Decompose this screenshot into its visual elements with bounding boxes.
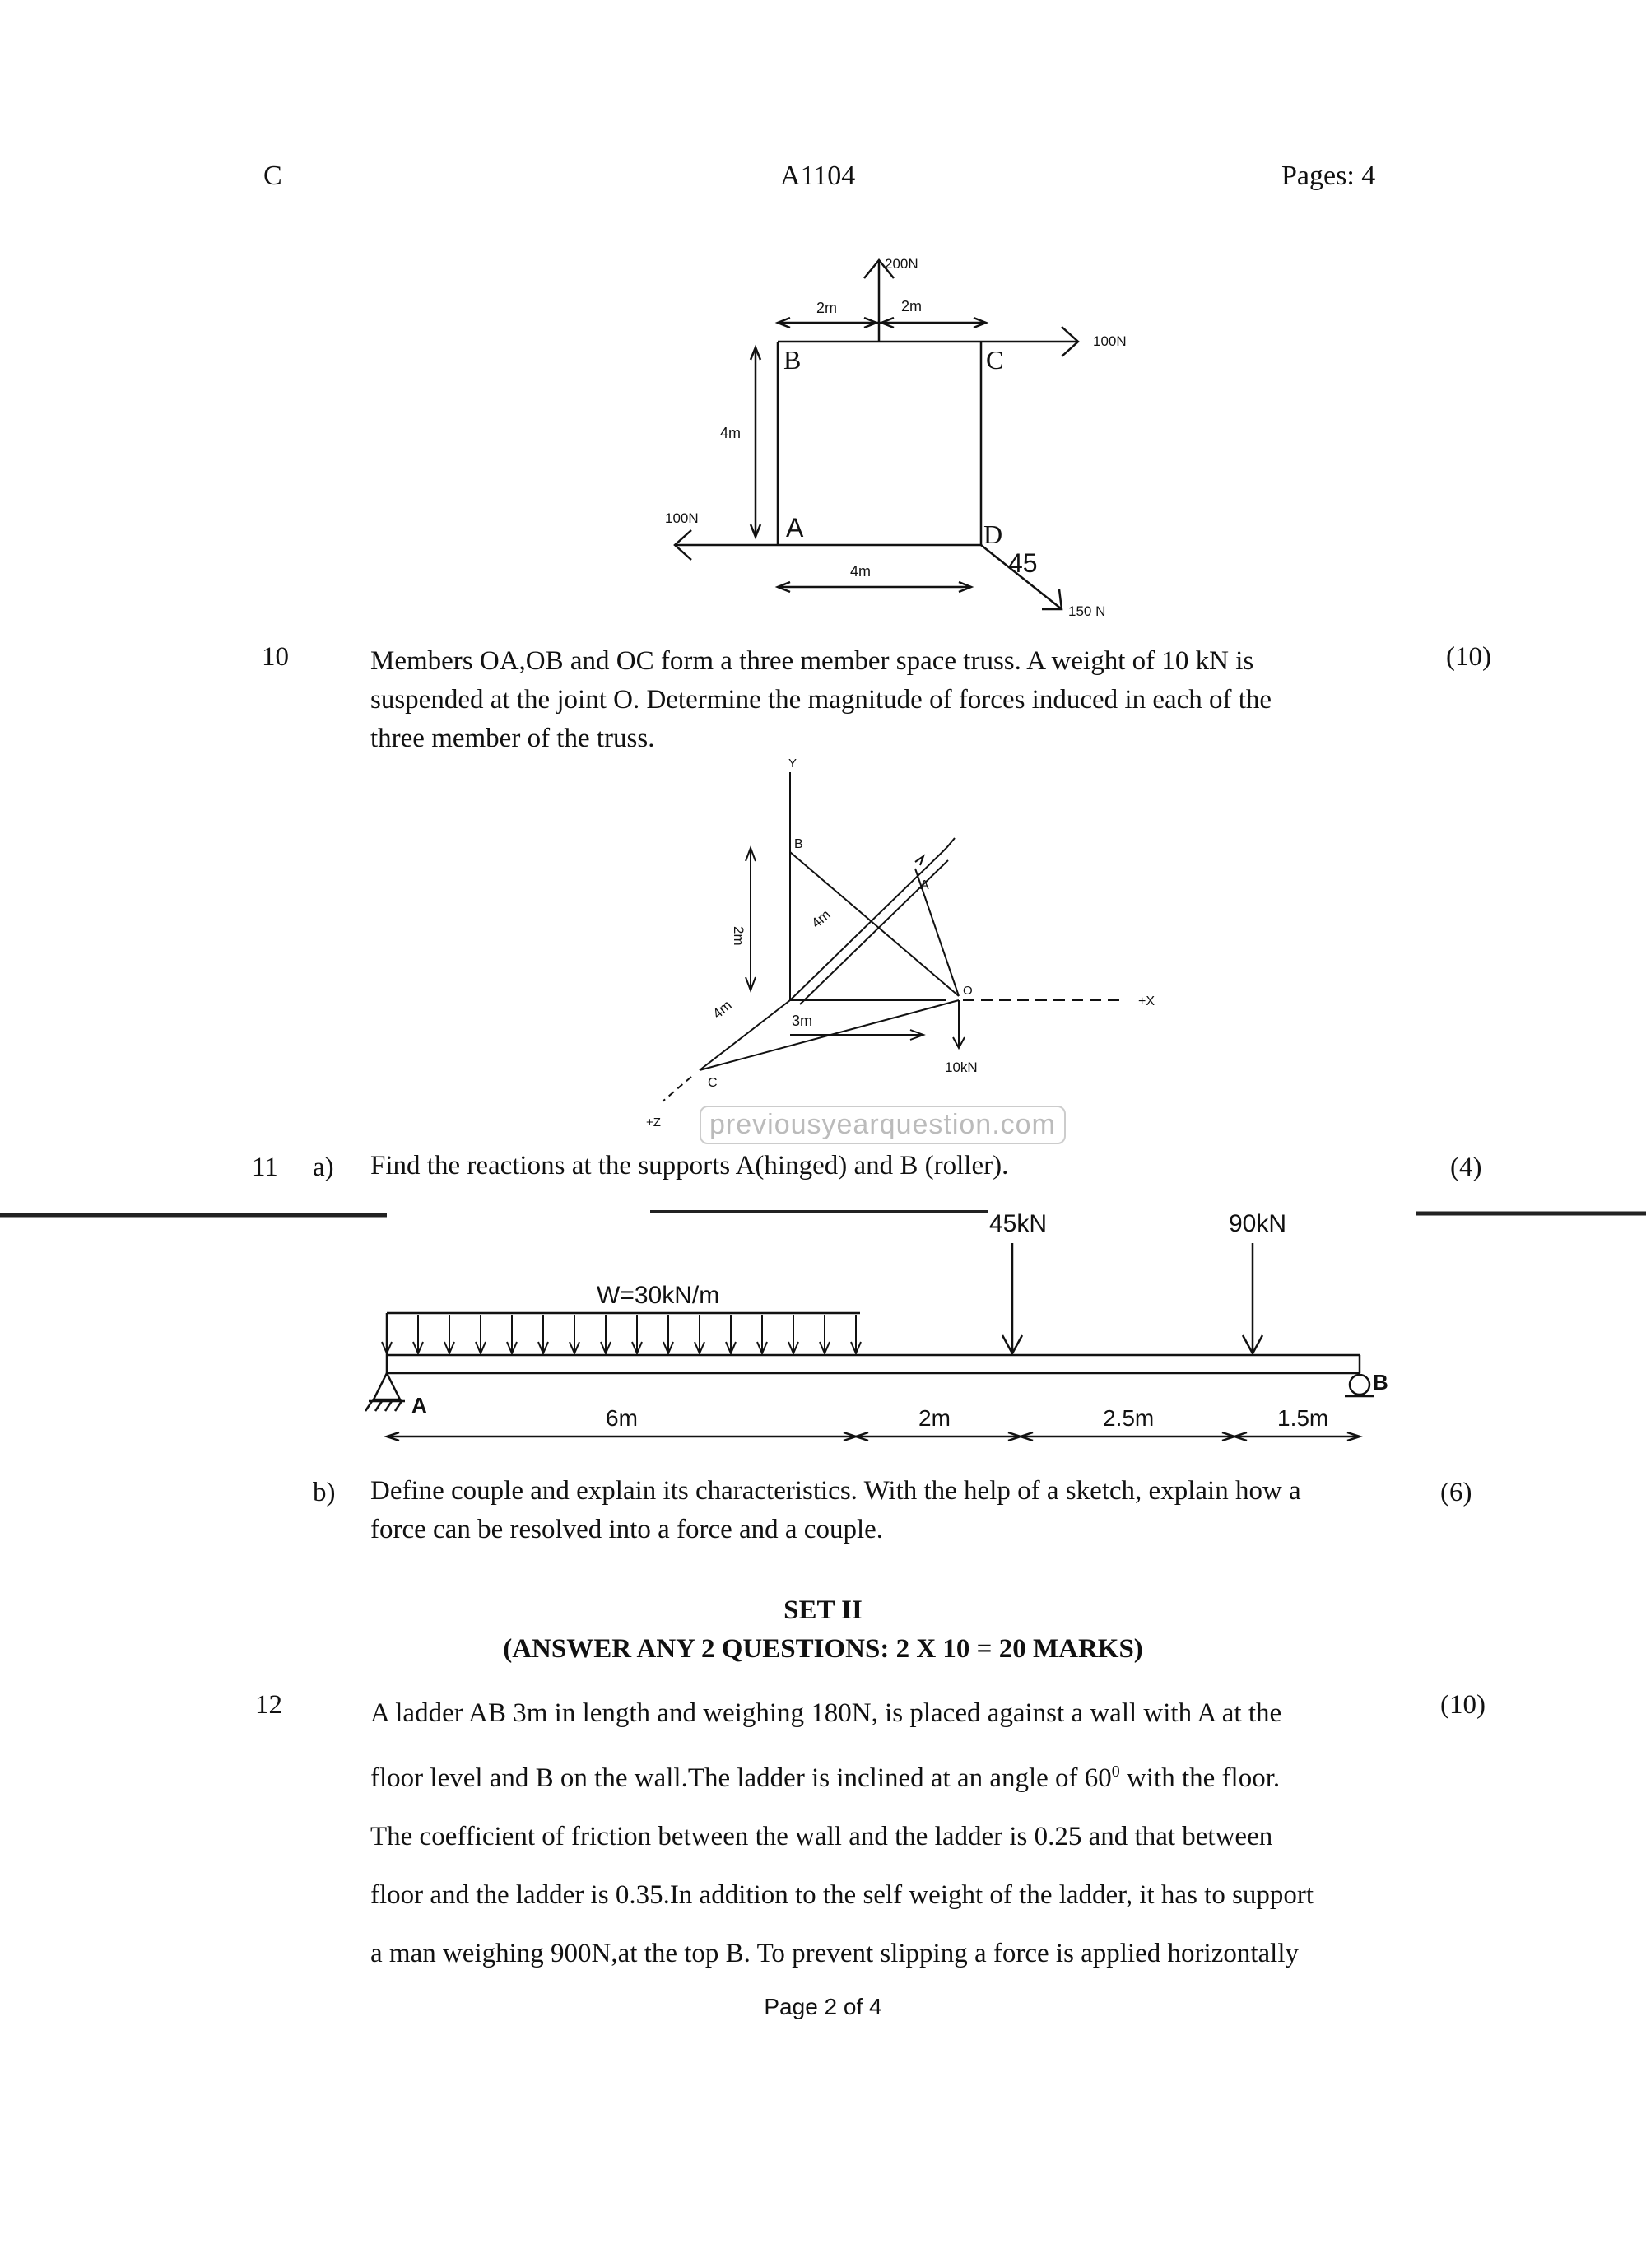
fig2-axis-y: Y bbox=[788, 757, 797, 771]
fig1-label-c: C bbox=[986, 345, 1004, 375]
q11a-marks: (4) bbox=[1450, 1153, 1482, 1182]
fig1-label-d: D bbox=[983, 519, 1003, 549]
beam-dim-3: 2.5m bbox=[1103, 1405, 1155, 1431]
fig2-dim-4m-a: 4m bbox=[808, 906, 834, 932]
q12-line-4: floor and the ladder is 0.35.In addition to the self weight of the ladder, it has to support bbox=[370, 1880, 1314, 1910]
fig1-angle: 45 bbox=[1008, 548, 1038, 578]
fig1-label-b: B bbox=[783, 345, 802, 375]
beam-label-b: B bbox=[1373, 1370, 1388, 1395]
space-truss-figure bbox=[625, 757, 1169, 1136]
q12-line-5: a man weighing 900N,at the top B. To prevent slipping a force is applied horizontally bbox=[370, 1939, 1299, 1968]
q11b-line-1: Define couple and explain its characteristics. With the help of a sketch, explain how a bbox=[370, 1476, 1301, 1506]
q12-text bbox=[370, 1684, 1407, 1983]
q12-line-3: The coefficient of friction between the wall and the ladder is 0.25 and that between bbox=[370, 1822, 1273, 1851]
fig1-label-a: A bbox=[786, 513, 804, 543]
fig2-label-b: B bbox=[794, 837, 803, 851]
set-label: C bbox=[263, 161, 282, 191]
fig2-label-c: C bbox=[708, 1076, 718, 1090]
fig1-dim-right: 2m bbox=[901, 298, 923, 314]
frame-figure bbox=[642, 247, 1152, 634]
set2-title: SET II bbox=[783, 1595, 863, 1625]
q11b-marks: (6) bbox=[1440, 1478, 1472, 1507]
page-footer: Page 2 of 4 bbox=[764, 1994, 882, 2019]
q11b-line-2: force can be resolved into a force and a couple. bbox=[370, 1515, 884, 1544]
fig2-axis-z: +Z bbox=[646, 1115, 661, 1129]
paper-code: A1104 bbox=[780, 161, 856, 191]
fig1-dim-height: 4m bbox=[720, 425, 742, 441]
q12-number: 12 bbox=[255, 1690, 282, 1720]
q10-line-2: suspended at the joint O. Determine the magnitude of forces induced in each of the bbox=[370, 685, 1272, 715]
q10-text bbox=[370, 642, 1407, 758]
watermark-logo: previousyearquestion.com bbox=[700, 1106, 1066, 1144]
fig1-force-right: 100N bbox=[1093, 333, 1127, 349]
fig2-axis-x: +X bbox=[1138, 994, 1155, 1008]
beam-load1-label: 45kN bbox=[989, 1210, 1048, 1237]
fig2-dim-3m: 3m bbox=[792, 1013, 813, 1029]
q11-number: 11 bbox=[252, 1153, 278, 1182]
fig2-label-a: A bbox=[920, 878, 929, 892]
beam-label-a: A bbox=[412, 1393, 427, 1418]
q10-marks: (10) bbox=[1446, 642, 1491, 672]
fig2-dim-2m: 2m bbox=[731, 926, 746, 946]
q11-part-a: a) bbox=[313, 1153, 334, 1182]
q12-degree-sup: 0 bbox=[1111, 1763, 1120, 1781]
beam-dim-2: 2m bbox=[918, 1405, 951, 1431]
q12-line-2 bbox=[370, 1743, 1407, 1808]
q11a-text: Find the reactions at the supports A(hinged) and B (roller). bbox=[370, 1151, 1009, 1181]
q12-line-2-post: with the floor. bbox=[1119, 1763, 1281, 1793]
q11b-text bbox=[370, 1472, 1416, 1549]
q10-line-3: three member of the truss. bbox=[370, 724, 655, 753]
beam-figure bbox=[362, 1202, 1388, 1465]
fig2-label-o: O bbox=[963, 984, 973, 998]
fig1-force-left: 100N bbox=[665, 510, 699, 526]
q12-line-2-pre: floor level and B on the wall.The ladder is inclined at an angle of 60 bbox=[370, 1763, 1112, 1793]
q10-line-1: Members OA,OB and OC form a three member space truss. A weight of 10 kN is bbox=[370, 646, 1254, 676]
beam-dim-4: 1.5m bbox=[1277, 1405, 1329, 1431]
q11-part-b: b) bbox=[313, 1478, 336, 1507]
q12-marks: (10) bbox=[1440, 1690, 1486, 1720]
q12-line-1: A ladder AB 3m in length and weighing 180N, is placed against a wall with A at the bbox=[370, 1698, 1282, 1728]
beam-udl-label: W=30kN/m bbox=[597, 1282, 720, 1309]
fig1-dim-bottom: 4m bbox=[850, 563, 872, 580]
fig1-force-top: 200N bbox=[885, 256, 918, 272]
set2-subtitle: (ANSWER ANY 2 QUESTIONS: 2 X 10 = 20 MARKS) bbox=[503, 1634, 1143, 1664]
q10-number: 10 bbox=[262, 642, 289, 672]
fig1-force-bottom: 150 N bbox=[1068, 603, 1106, 619]
beam-dim-1: 6m bbox=[606, 1405, 638, 1431]
udl-arrows bbox=[382, 1315, 861, 1353]
fig2-dim-4m-c: 4m bbox=[709, 997, 735, 1022]
fig2-load: 10kN bbox=[945, 1059, 978, 1075]
page-count: Pages: 4 bbox=[1281, 161, 1376, 191]
fig1-dim-left: 2m bbox=[816, 300, 838, 316]
beam-load2-label: 90kN bbox=[1229, 1210, 1287, 1237]
